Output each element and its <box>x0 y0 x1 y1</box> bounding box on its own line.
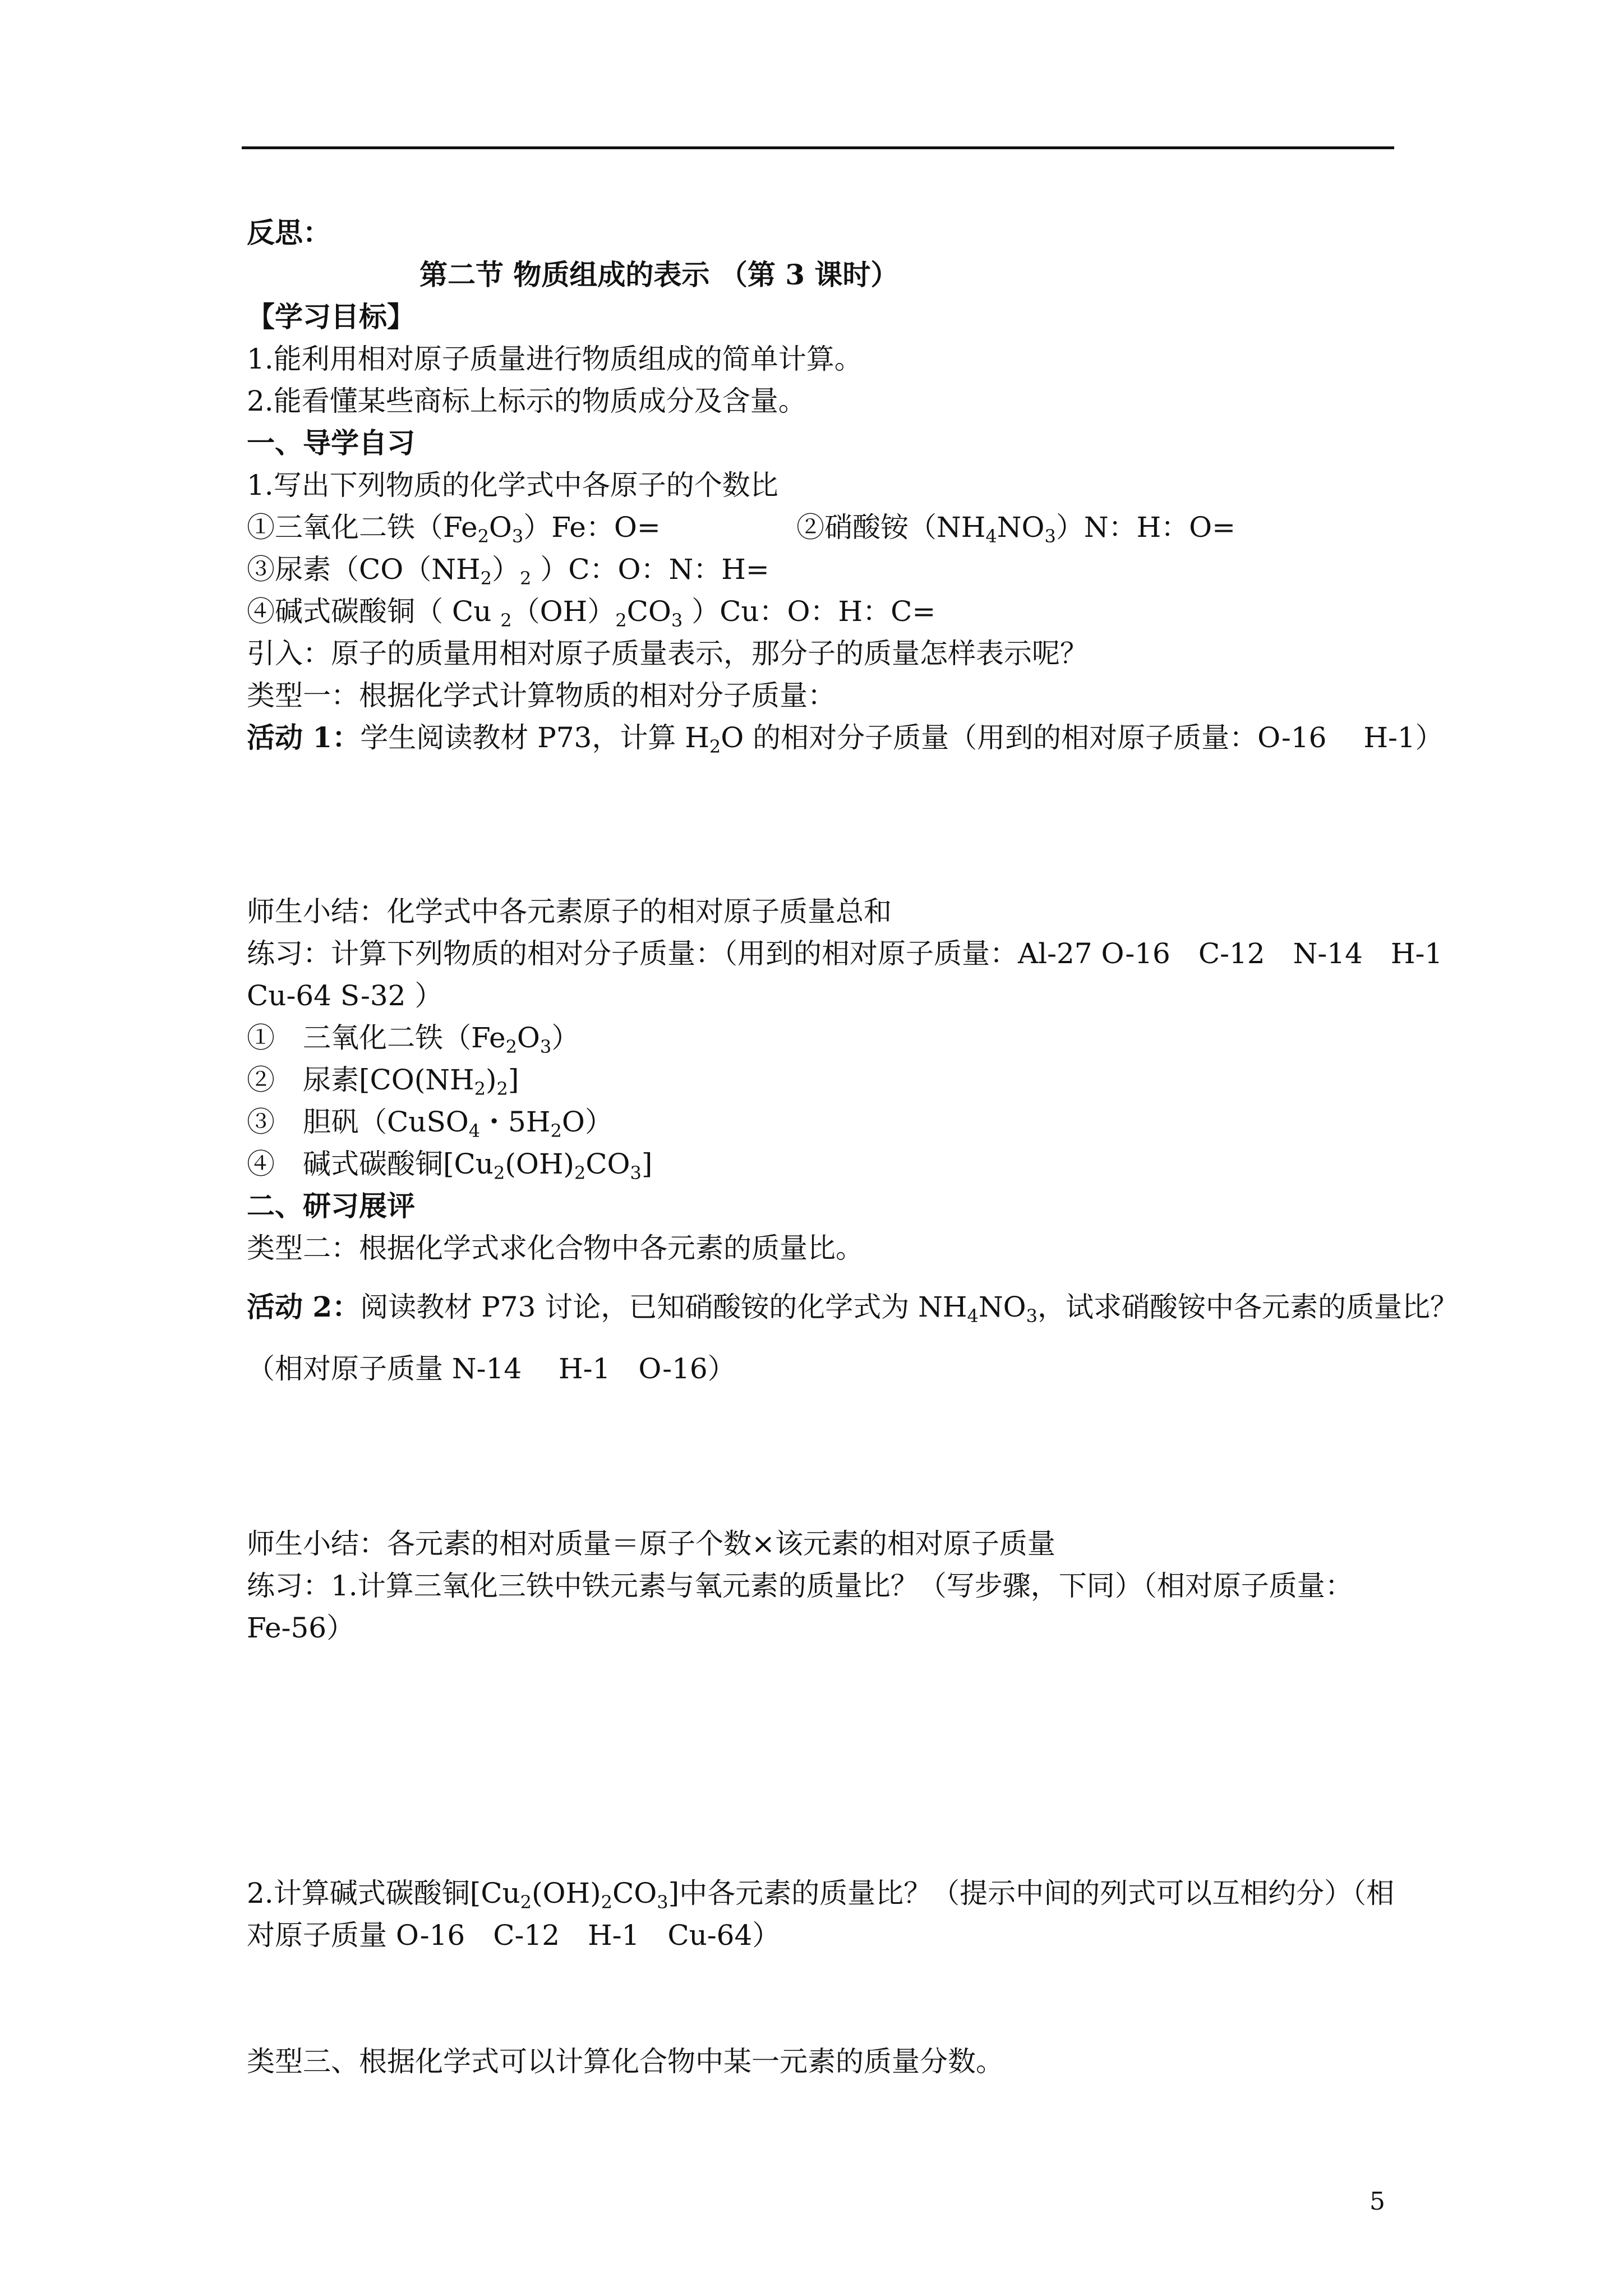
exercise-3-line-1: 2.计算碱式碳酸铜$[Cu_2(OH)_2CO_3]$中各元素的质量比？（提示中间的列式可以互相约分）（相 <box>247 1877 1395 1913</box>
question-1a: ①三氧化二铁$(Fe_2O_3)Fe$：O= <box>247 511 661 547</box>
section-1-heading: 一、导学自习 <box>247 426 415 459</box>
exercise-1c: ③ 胆矾（CuSO$_4$・$5H_2O$） <box>247 1106 613 1142</box>
reflection-label: 反思： <box>247 216 331 249</box>
intro-text: 引入：原子的质量用相对原子质量表示，那分子的质量怎样表示呢？ <box>247 637 1088 670</box>
exercise-2-line-2: Fe-56） <box>247 1612 355 1644</box>
question-1b: ②硝酸铵$(NH_4NO_3)N$：H：O= <box>796 511 1236 547</box>
section-2-heading: 二、研习展评 <box>247 1189 415 1222</box>
type-2-heading: 类型二：根据化学式求化合物中各元素的质量比。 <box>247 1232 864 1264</box>
goal-1: 1.能利用相对原子质量进行物质组成的简单计算。 <box>247 343 863 375</box>
exercise-1-line-1: 练习：计算下列物质的相对分子质量：（用到的相对原子质量：Al-27 O-16 C-12 N-14 H-1 <box>247 937 1443 970</box>
activity-2: 活动 2：阅读教材 P73 讨论，已知硝酸铵的化学式为 $NH_4NO_3$，试求硝酸铵中各元素的质量比？ <box>247 1290 1458 1327</box>
header-rule <box>242 146 1394 149</box>
exercise-3-line-2: 对原子质量 O-16 C-12 H-1 Cu-64） <box>247 1919 781 1952</box>
question-1: 1.写出下列物质的化学式中各原子的个数比 <box>247 469 778 501</box>
type-3-heading: 类型三、根据化学式可以计算化合物中某一元素的质量分数。 <box>247 2045 1004 2078</box>
exercise-1d: ④ 碱式碳酸铜$[Cu_2(OH)_2CO_3]$ <box>247 1148 653 1184</box>
activity-1: 活动 1：学生阅读教材 P73，计算 $H_2O$ 的相对分子质量（用到的相对原子质量：O-16 H-1） <box>247 721 1444 757</box>
question-1d: ④碱式碳酸铜（ Cu $_2(OH)_2CO_3$ ）Cu：O：H：C= <box>247 595 936 631</box>
goal-2: 2.能看懂某些商标上标示的物质成分及含量。 <box>247 385 806 417</box>
page-title: 第二节 物质组成的表示 （第 3 课时） <box>419 258 899 291</box>
exercise-1-line-2: Cu-64 S-32 ） <box>247 979 443 1012</box>
type-1-heading: 类型一：根据化学式计算物质的相对分子质量： <box>247 679 836 712</box>
summary-1: 师生小结：化学式中各元素原子的相对原子质量总和 <box>247 895 892 928</box>
page-number: 5 <box>1370 2187 1385 2216</box>
question-1c: ③尿素（$CO(NH_2)_2$ ）C：O：N：H= <box>247 553 769 589</box>
exercise-2-line-1: 练习：1.计算三氧化三铁中铁元素与氧元素的质量比？（写步骤，下同）（相对原子质量： <box>247 1570 1353 1602</box>
activity-2-masses: （相对原子质量 N-14 H-1 O-16） <box>247 1352 736 1385</box>
exercise-1a: ① 三氧化二铁$(Fe_2O_3)$ <box>247 1022 580 1057</box>
goals-heading: 【学习目标】 <box>247 300 415 333</box>
exercise-1b: ② 尿素$[CO(NH_2)_2]$ <box>247 1064 519 1099</box>
summary-2: 师生小结：各元素的相对质量＝原子个数×该元素的相对原子质量 <box>247 1527 1055 1560</box>
